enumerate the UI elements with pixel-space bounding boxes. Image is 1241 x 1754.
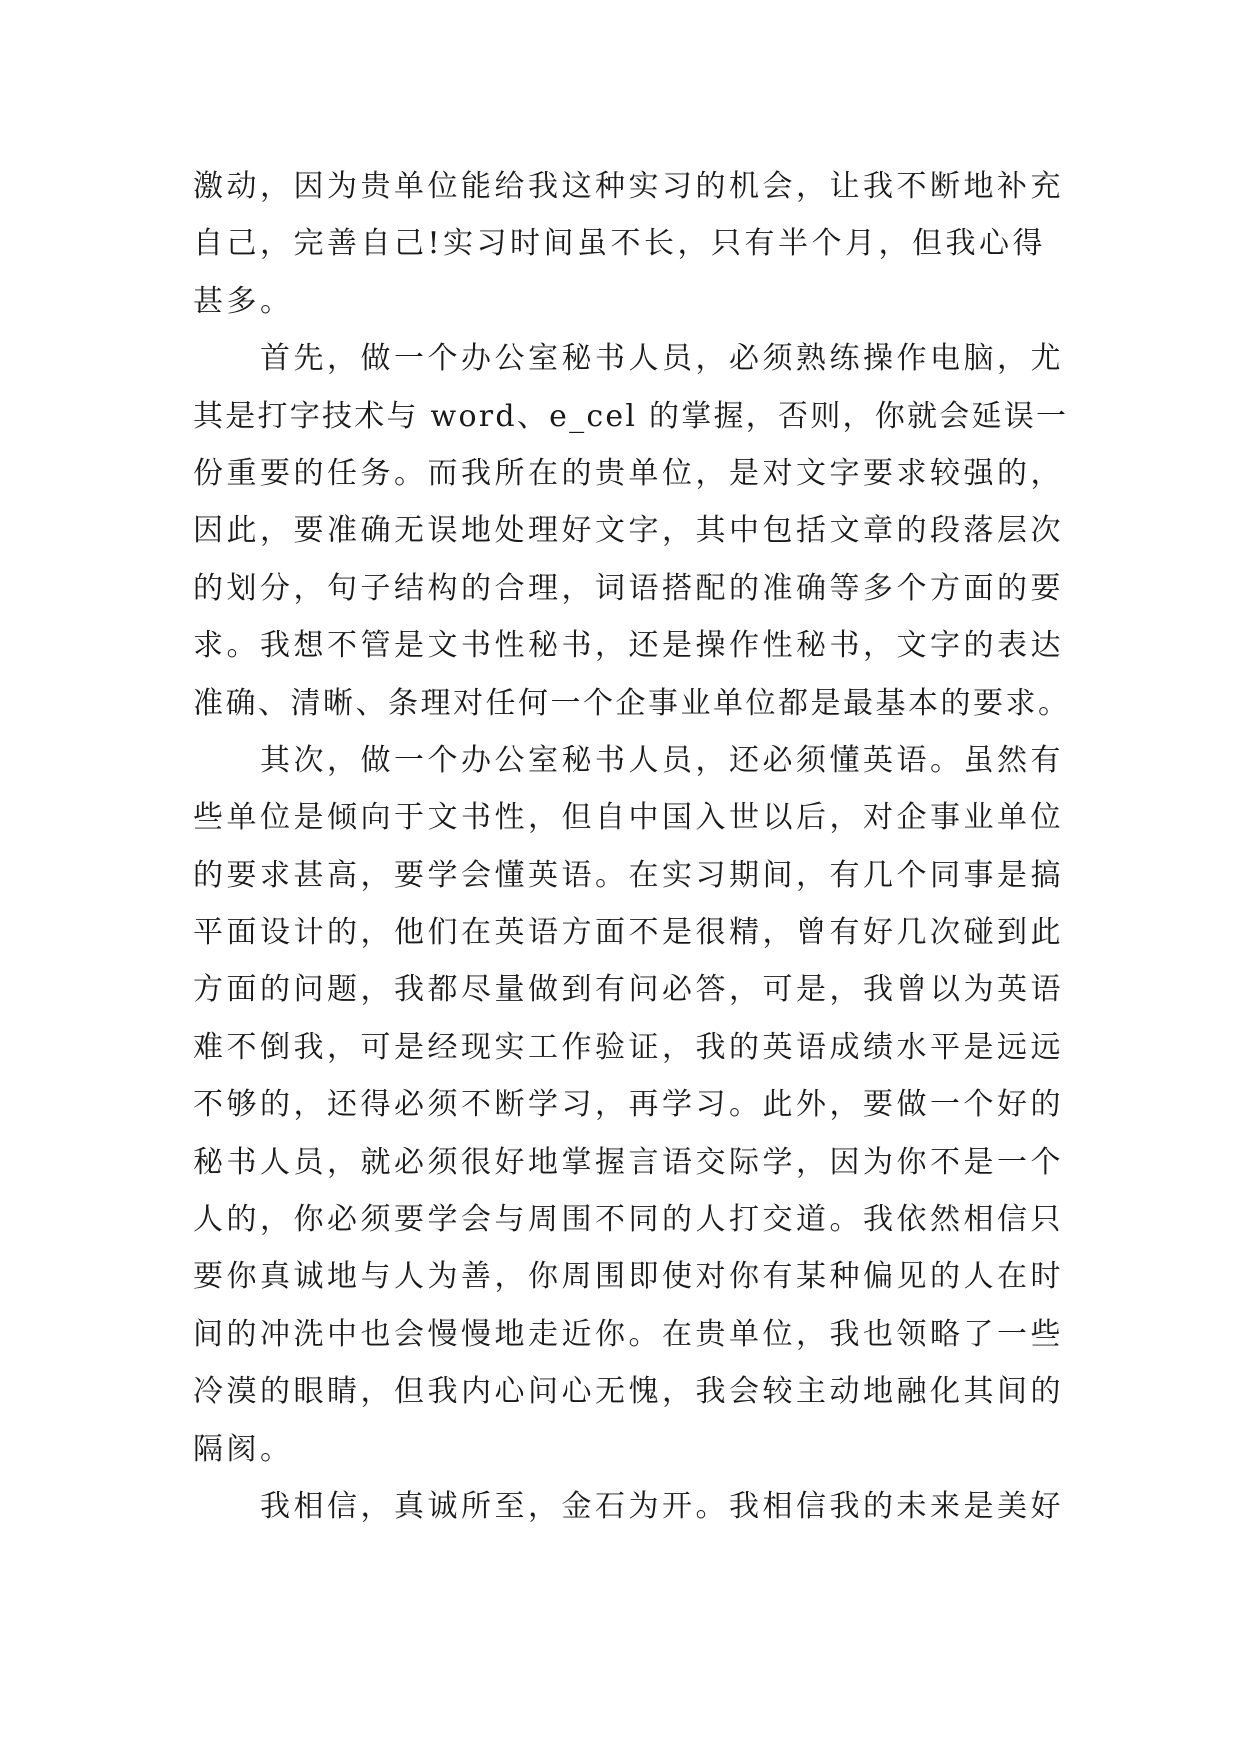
text-line: 准确、清晰、条理对任何一个企事业单位都是最基本的要求。	[193, 685, 1071, 721]
text-line: 份重要的任务。而我所在的贵单位，是对文字要求较强的，	[193, 455, 1064, 491]
text-line: 要你真诚地与人为善，你周围即使对你有某种偏见的人在时	[193, 1259, 1064, 1295]
text-line: 隔阂。	[193, 1431, 294, 1467]
text-line: 我相信，真诚所至，金石为开。我相信我的未来是美好	[193, 1488, 1064, 1524]
text-line: 求。我想不管是文书性秘书，还是操作性秘书，文字的表达	[193, 628, 1064, 664]
text-line: 其是打字技术与 word、e_cel 的掌握，否则，你就会延误一	[193, 398, 1069, 434]
text-line: 的要求甚高，要学会懂英语。在实习期间，有几个同事是搞	[193, 857, 1064, 893]
text-line: 秘书人员，就必须很好地掌握言语交际学，因为你不是一个	[193, 1144, 1064, 1180]
text-line: 间的冲洗中也会慢慢地走近你。在贵单位，我也领略了一些	[193, 1316, 1064, 1352]
text-line: 激动，因为贵单位能给我这种实习的机会，让我不断地补充	[193, 169, 1064, 204]
text-line: 甚多。	[193, 283, 294, 319]
text-line: 冷漠的眼睛，但我内心问心无愧，我会较主动地融化其间的	[193, 1374, 1064, 1410]
text-line: 其次，做一个办公室秘书人员，还必须懂英语。虽然有	[193, 742, 1064, 778]
text-line: 难不倒我，可是经现实工作验证，我的英语成绩水平是远远	[193, 1029, 1064, 1065]
text-line: 些单位是倾向于文书性，但自中国入世以后，对企事业单位	[193, 800, 1064, 836]
text-line: 因此，要准确无误地处理好文字，其中包括文章的段落层次	[193, 513, 1064, 549]
body-text	[193, 158, 1073, 1535]
text-line: 平面设计的，他们在英语方面不是很精，曾有好几次碰到此	[193, 915, 1064, 951]
text-line: 的划分，句子结构的合理，词语搭配的准确等多个方面的要	[193, 570, 1064, 606]
text-line: 不够的，还得必须不断学习，再学习。此外，要做一个好的	[193, 1087, 1064, 1123]
text-line: 方面的问题，我都尽量做到有问必答，可是，我曾以为英语	[193, 972, 1064, 1008]
text-line: 自己，完善自己!实习时间虽不长，只有半个月，但我心得	[193, 226, 1047, 262]
text-line: 人的，你必须要学会与周围不同的人打交道。我依然相信只	[193, 1202, 1064, 1238]
text-line: 首先，做一个办公室秘书人员，必须熟练操作电脑，尤	[193, 341, 1064, 377]
